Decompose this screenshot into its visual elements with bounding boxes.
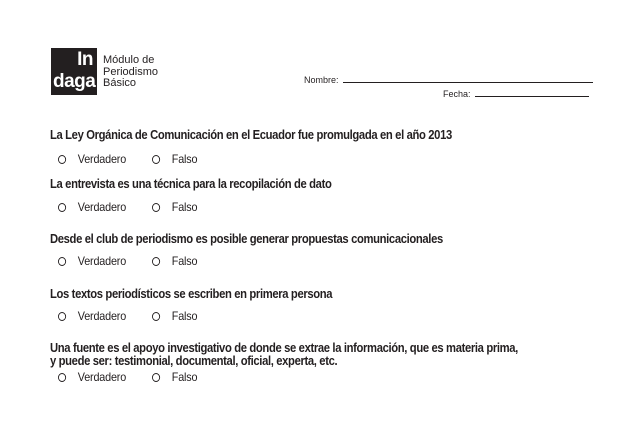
q3-false-option[interactable] [152, 254, 197, 268]
module-line-2: Periodismo [103, 65, 159, 78]
false-label: Falso [171, 309, 198, 323]
date-field[interactable] [443, 89, 589, 99]
question-1: La Ley Orgánica de Comunicación en el Ecuador fue promulgada en el año 2013 [50, 128, 452, 142]
logo-line-2: daga [53, 71, 96, 92]
q5-true-option[interactable] [58, 370, 143, 384]
q1-true-option[interactable] [58, 152, 143, 166]
name-line[interactable] [343, 81, 593, 83]
radio-circle-icon[interactable] [58, 155, 66, 164]
true-label: Verdadero [77, 200, 127, 214]
module-line-1: Módulo de [103, 54, 155, 66]
name-label: Nombre: [304, 75, 339, 85]
radio-circle-icon[interactable] [152, 257, 160, 266]
question-3-options [58, 254, 202, 268]
q3-true-option[interactable] [58, 254, 143, 268]
true-label: Verdadero [77, 254, 127, 268]
false-label: Falso [171, 200, 198, 214]
question-5-line-1: Una fuente es el apoyo investigativo de donde se extrae la información, que es materia prima, [50, 341, 518, 355]
question-5-options [58, 370, 202, 384]
question-2-options [58, 200, 202, 214]
q5-false-option[interactable] [152, 370, 197, 384]
radio-circle-icon[interactable] [152, 155, 160, 164]
q4-true-option[interactable] [58, 309, 143, 323]
radio-circle-icon[interactable] [58, 257, 66, 266]
q2-false-option[interactable] [152, 200, 197, 214]
false-label: Falso [171, 370, 198, 384]
question-1-options [58, 152, 202, 166]
module-title [103, 55, 158, 90]
q2-true-option[interactable] [58, 200, 143, 214]
true-label: Verdadero [77, 309, 127, 323]
true-label: Verdadero [77, 370, 127, 384]
logo-line-1: In [77, 49, 93, 70]
radio-circle-icon[interactable] [58, 373, 66, 382]
module-line-3: Básico [103, 77, 137, 89]
radio-circle-icon[interactable] [58, 203, 66, 212]
date-label: Fecha: [443, 89, 471, 99]
indaga-logo [51, 48, 97, 95]
question-3: Desde el club de periodismo es posible generar propuestas comunicacionales [50, 232, 443, 246]
question-2: La entrevista es una técnica para la recopilación de dato [50, 177, 332, 191]
question-5 [50, 342, 518, 368]
false-label: Falso [171, 152, 198, 166]
radio-circle-icon[interactable] [152, 312, 160, 321]
radio-circle-icon[interactable] [152, 373, 160, 382]
radio-circle-icon[interactable] [58, 312, 66, 321]
radio-circle-icon[interactable] [152, 203, 160, 212]
name-field[interactable] [304, 75, 593, 85]
question-4-options [58, 309, 202, 323]
question-4: Los textos periodísticos se escriben en primera persona [50, 287, 333, 301]
q1-false-option[interactable] [152, 152, 197, 166]
q4-false-option[interactable] [152, 309, 197, 323]
date-line[interactable] [475, 95, 589, 97]
true-label: Verdadero [77, 152, 127, 166]
question-5-line-2: y puede ser: testimonial, documental, oficial, experta, etc. [50, 354, 338, 368]
false-label: Falso [171, 254, 198, 268]
